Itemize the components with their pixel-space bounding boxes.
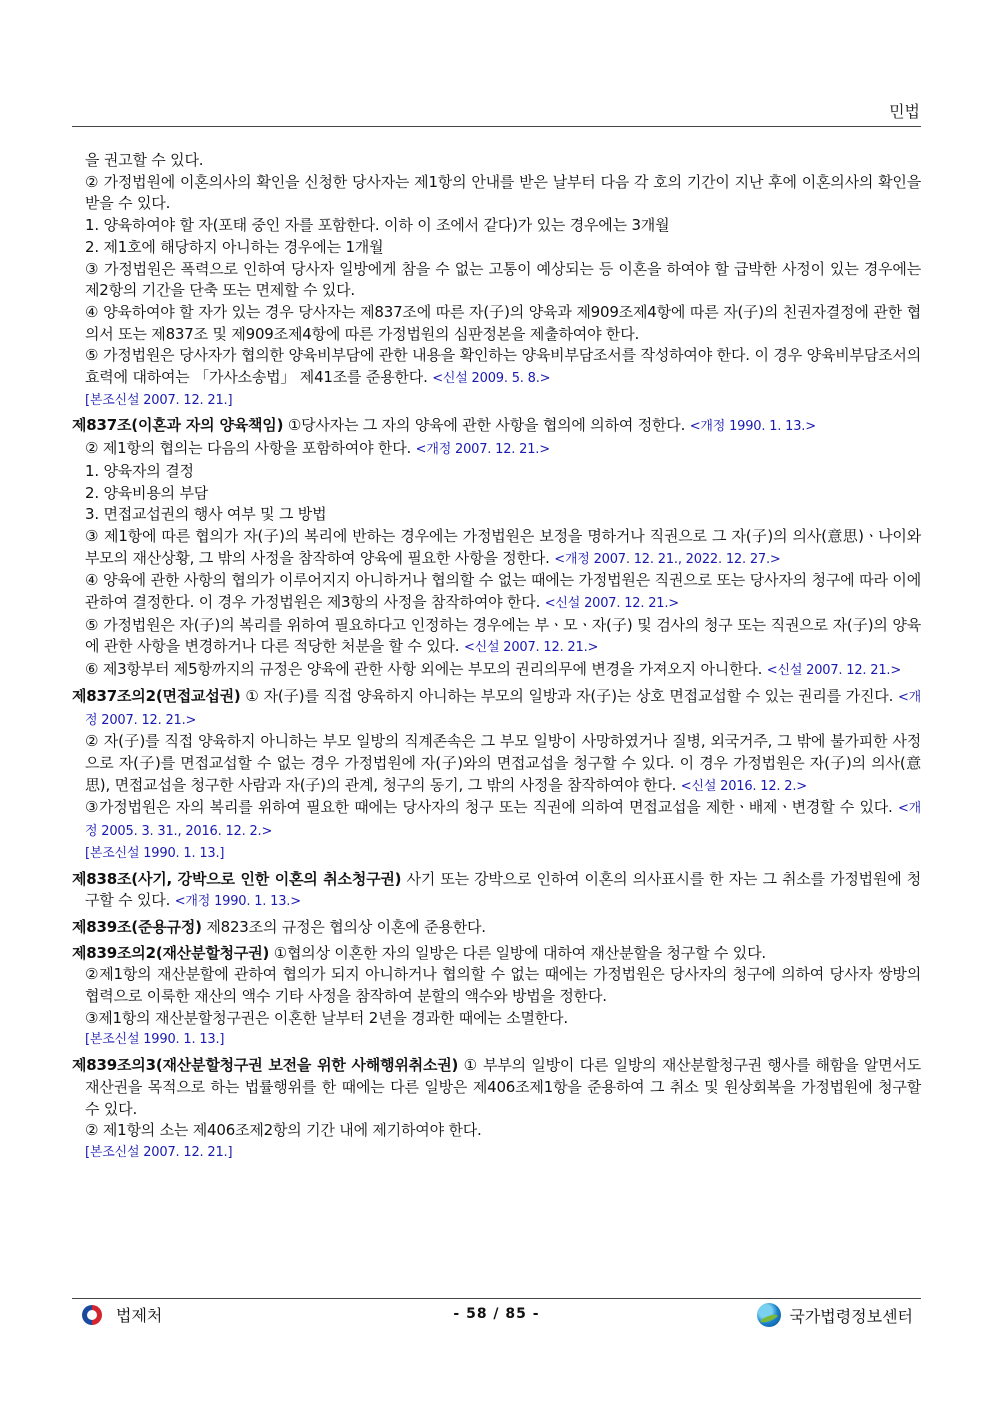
paragraph: ② 제1항의 소는 제406조제2항의 기간 내에 제기하여야 한다.: [85, 1121, 482, 1140]
article-title: 제839조(준용규정): [72, 917, 202, 936]
paragraph: ② 제1항의 협의는 다음의 사항을 포함하여야 한다. <개정 2007. 12. 21.>: [85, 439, 550, 458]
footer-left-label: 법제처: [116, 1306, 163, 1325]
amendment-note: <개정 2007. 12. 21.>: [415, 442, 550, 458]
article-839-3: 제839조의3(재산분할청구권 보전을 위한 사해행위취소권) ① 부부의 일방이 다른 일방의 재산분할청구권 행사를 해함을 알면서도 재산권을 목적으로 하는 법률행위를 한 때에는 다른 일방은 제406조제1항을 준용하여 그 취소 및 원상회복을 가정법원에 청구할 수 있다.: [72, 1056, 921, 1118]
article-839-2: 제839조의2(재산분할청구권) ①협의상 이혼한 자의 일방은 다른 일방에 대하여 재산분할을 청구할 수 있다.: [72, 943, 766, 962]
paragraph: ③제1항의 재산분할청구권은 이혼한 날부터 2년을 경과한 때에는 소멸한다.: [85, 1008, 568, 1027]
list-item: 2. 양육비용의 부담: [85, 483, 209, 502]
amendment-note: <개정 2007. 12. 21.>: [85, 689, 921, 728]
list-item: 3. 면접교섭권의 행사 여부 및 그 방법: [85, 505, 327, 524]
law-info-center-logo-icon: [757, 1303, 781, 1327]
amendment-note: <신설 2007. 12. 21.>: [463, 640, 599, 656]
paragraph: ③가정법원은 자의 복리를 위하여 필요한 때에는 당사자의 청구 또는 직권에 의하여 면접교섭을 제한ㆍ배제ㆍ변경할 수 있다. <개정 2005. 3. 31., 2016. 12. 2.>: [85, 798, 921, 840]
enactment-note: [본조신설 1990. 1. 13.]: [85, 845, 225, 861]
footer-right-label: 국가법령정보센터: [789, 1306, 913, 1326]
article-837-2: 제837조의2(면접교섭권) ① 자(子)를 직접 양육하지 아니하는 부모의 일방과 자(子)는 상호 면접교섭할 수 있는 권리를 가진다. <개정 2007. 12. 21.>: [72, 686, 921, 728]
paragraph: ④ 양육에 관한 사항의 협의가 이루어지지 아니하거나 협의할 수 없는 때에는 가정법원은 직권으로 또는 당사자의 청구에 따라 이에 관하여 결정한다. 이 경우 가정법원은 제3항의 사정을 참작하여야 한다. <신설 2007. 12. 21.>: [85, 571, 921, 612]
amendment-note: <개정 2005. 3. 31., 2016. 12. 2.>: [85, 801, 921, 840]
amendment-note: <신설 2007. 12. 21.>: [766, 663, 902, 679]
article-title: 제839조의3(재산분할청구권 보전을 위한 사해행위취소권): [72, 1056, 459, 1075]
paragraph: ⑤ 가정법원은 당사자가 협의한 양육비부담에 관한 내용을 확인하는 양육비부담조서를 작성하여야 한다. 이 경우 양육비부담조서의 효력에 대하여는 「가사소송법」 제41조를 준용한다. <신설 2009. 5. 8.>: [85, 346, 921, 387]
enactment-note: [본조신설 2007. 12. 21.]: [85, 392, 233, 408]
header-rule: [72, 126, 921, 127]
amendment-note: <개정 1990. 1. 13.>: [689, 419, 816, 435]
paragraph: ② 자(子)를 직접 양육하지 아니하는 부모 일방의 직계존속은 그 부모 일방이 사망하였거나 질병, 외국거주, 그 밖에 불가피한 사정으로 자(子)를 면접교섭할 수 없는 경우 가정법원에 자(子)와의 면접교섭을 청구할 수 있다. 이 경우 가정법원은 자(子)의 의사(意思), 면접교섭을 청구한 사람과 자(子)의 관계, 청구의 동기, 그 밖의 사정을 참작하여야 한다. <신설 2016. 12. 2.>: [85, 732, 921, 794]
enactment-note: [본조신설 2007. 12. 21.]: [85, 1144, 233, 1160]
amendment-note: <개정 2007. 12. 21., 2022. 12. 27.>: [554, 551, 781, 567]
footer-rule: [72, 1298, 921, 1299]
article-title: 제837조(이혼과 자의 양육책임): [72, 416, 284, 435]
paragraph: ④ 양육하여야 할 자가 있는 경우 당사자는 제837조에 따른 자(子)의 양육과 제909조제4항에 따른 자(子)의 친권자결정에 관한 협의서 또는 제837조 및 제909조제4항에 따른 가정법원의 심판정본을 제출하여야 한다.: [85, 302, 921, 343]
amendment-note: <개정 1990. 1. 13.>: [174, 894, 301, 910]
list-item: 2. 제1호에 해당하지 아니하는 경우에는 1개월: [85, 237, 384, 256]
article-839: 제839조(준용규정) 제823조의 규정은 협의상 이혼에 준용한다.: [72, 917, 486, 936]
article-title: 제837조의2(면접교섭권): [72, 686, 241, 705]
article-838: 제838조(사기, 강박으로 인한 이혼의 취소청구권) 사기 또는 강박으로 인하여 이혼의 의사표시를 한 자는 그 취소를 가정법원에 청구할 수 있다. <개정 1990. 1. 13.>: [72, 869, 921, 910]
enactment-note: [본조신설 1990. 1. 13.]: [85, 1032, 225, 1048]
amendment-note: <신설 2009. 5. 8.>: [432, 371, 551, 387]
paragraph: ② 가정법원에 이혼의사의 확인을 신청한 당사자는 제1항의 안내를 받은 날부터 다음 각 호의 기간이 지난 후에 이혼의사의 확인을 받을 수 있다.: [85, 172, 921, 213]
footer: [72, 1303, 921, 1333]
amendment-note: <신설 2007. 12. 21.>: [544, 596, 679, 612]
page-number: - 58 / 85 -: [453, 1306, 540, 1322]
paragraph: ②제1항의 재산분할에 관하여 협의가 되지 아니하거나 협의할 수 없는 때에는 가정법원은 당사자의 청구에 의하여 당사자 쌍방의 협력으로 이룩한 재산의 액수 기타 사정을 참작하여 분할의 액수와 방법을 정한다.: [85, 965, 921, 1006]
document-body: [72, 150, 921, 1164]
paragraph: 을 권고할 수 있다.: [85, 151, 204, 169]
paragraph: ⑥ 제3항부터 제5항까지의 규정은 양육에 관한 사항 외에는 부모의 권리의무에 변경을 가져오지 아니한다. <신설 2007. 12. 21.>: [85, 660, 902, 679]
article-title: 제838조(사기, 강박으로 인한 이혼의 취소청구권): [72, 869, 402, 888]
article-title: 제839조의2(재산분할청구권): [72, 943, 270, 962]
paragraph: ⑤ 가정법원은 자(子)의 복리를 위하여 필요하다고 인정하는 경우에는 부ㆍ모ㆍ자(子) 및 검사의 청구 또는 직권으로 자(子)의 양육에 관한 사항을 변경하거나 다른 적당한 처분을 할 수 있다. <신설 2007. 12. 21.>: [85, 615, 921, 656]
amendment-note: <신설 2016. 12. 2.>: [680, 778, 807, 794]
article-837: 제837조(이혼과 자의 양육책임) ①당사자는 그 자의 양육에 관한 사항을 협의에 의하여 정한다. <개정 1990. 1. 13.>: [72, 416, 816, 435]
paragraph: ③ 제1항에 따른 협의가 자(子)의 복리에 반하는 경우에는 가정법원은 보정을 명하거나 직권으로 그 자(子)의 의사(意思)ㆍ나이와 부모의 재산상황, 그 밖의 사정을 참작하여 양육에 필요한 사항을 정한다. <개정 2007. 12. 21., 2022. 12. 27.>: [85, 526, 921, 567]
list-item: 1. 양육하여야 할 자(포태 중인 자를 포함한다. 이하 이 조에서 같다)가 있는 경우에는 3개월: [85, 216, 670, 235]
header-title: 민법: [889, 102, 920, 121]
paragraph: ③ 가정법원은 폭력으로 인하여 당사자 일방에게 참을 수 없는 고통이 예상되는 등 이혼을 하여야 할 급박한 사정이 있는 경우에는 제2항의 기간을 단축 또는 면제할 수 있다.: [85, 259, 921, 300]
footer-right: [757, 1303, 913, 1327]
list-item: 1. 양육자의 결정: [85, 461, 194, 480]
